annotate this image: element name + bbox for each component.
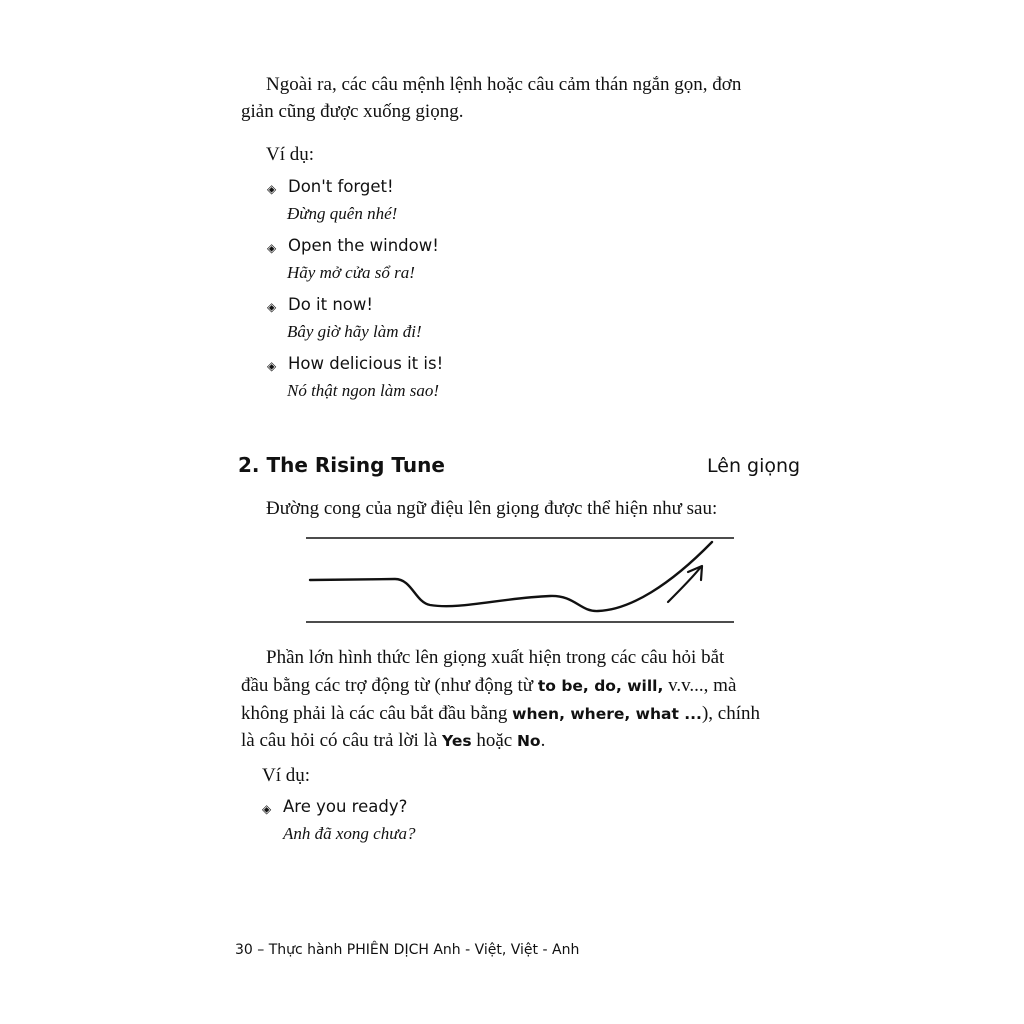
example-vietnamese: Hãy mở cửa sổ ra!: [287, 263, 415, 282]
diamond-bullet-icon: ◈: [267, 241, 277, 255]
example-label-2: Ví dụ:: [262, 765, 311, 786]
bold-keywords: to be, do, will,: [537, 677, 664, 695]
example-vietnamese: Nó thật ngon làm sao!: [287, 381, 440, 400]
para2-line-3: không phải là các câu bắt đầu bằng when, where, what ...), chính: [241, 703, 760, 724]
example-label-1: Ví dụ:: [266, 144, 315, 165]
example-vietnamese: Đừng quên nhé!: [287, 204, 398, 223]
para2-line-4: là câu hỏi có câu trả lời là Yes hoặc No.: [241, 730, 546, 751]
example-vietnamese: Anh đã xong chưa?: [283, 824, 416, 843]
example-vietnamese: Bây giờ hãy làm đi!: [287, 322, 422, 341]
example-english: How delicious it is!: [288, 354, 444, 373]
rising-arrow-icon: [668, 568, 700, 602]
bold-keywords: when, where, what ...: [512, 705, 702, 723]
intro-line-1: Ngoài ra, các câu mệnh lệnh hoặc câu cảm thán ngắn gọn, đơn: [266, 74, 742, 95]
para2-line-2: đầu bằng các trợ động từ (như động từ to be, do, will, v.v..., mà: [241, 675, 737, 696]
page-footer: 30 – Thực hành PHIÊN DỊCH Anh - Việt, Việt - Anh: [235, 942, 580, 958]
diamond-bullet-icon: ◈: [267, 300, 277, 314]
intonation-curve: [310, 542, 712, 611]
bold-keyword-yes: Yes: [442, 732, 472, 750]
example-english: Don't forget!: [288, 177, 394, 196]
diamond-bullet-icon: ◈: [262, 802, 272, 816]
bold-keyword-no: No: [516, 732, 541, 750]
rising-tune-diagram: [300, 530, 740, 630]
section-title: 2. The Rising Tune: [238, 453, 445, 477]
curve-caption: Đường cong của ngữ điệu lên giọng được thể hiện như sau:: [266, 498, 718, 519]
example-english: Do it now!: [288, 295, 374, 314]
diamond-bullet-icon: ◈: [267, 182, 277, 196]
example-english: Open the window!: [288, 236, 439, 255]
example-english: Are you ready?: [283, 797, 408, 816]
section-title-vietnamese: Lên giọng: [707, 455, 801, 477]
para2-line-1: Phần lớn hình thức lên giọng xuất hiện trong các câu hỏi bắt: [266, 647, 725, 668]
intro-line-2: giản cũng được xuống giọng.: [241, 101, 464, 122]
diamond-bullet-icon: ◈: [267, 359, 277, 373]
